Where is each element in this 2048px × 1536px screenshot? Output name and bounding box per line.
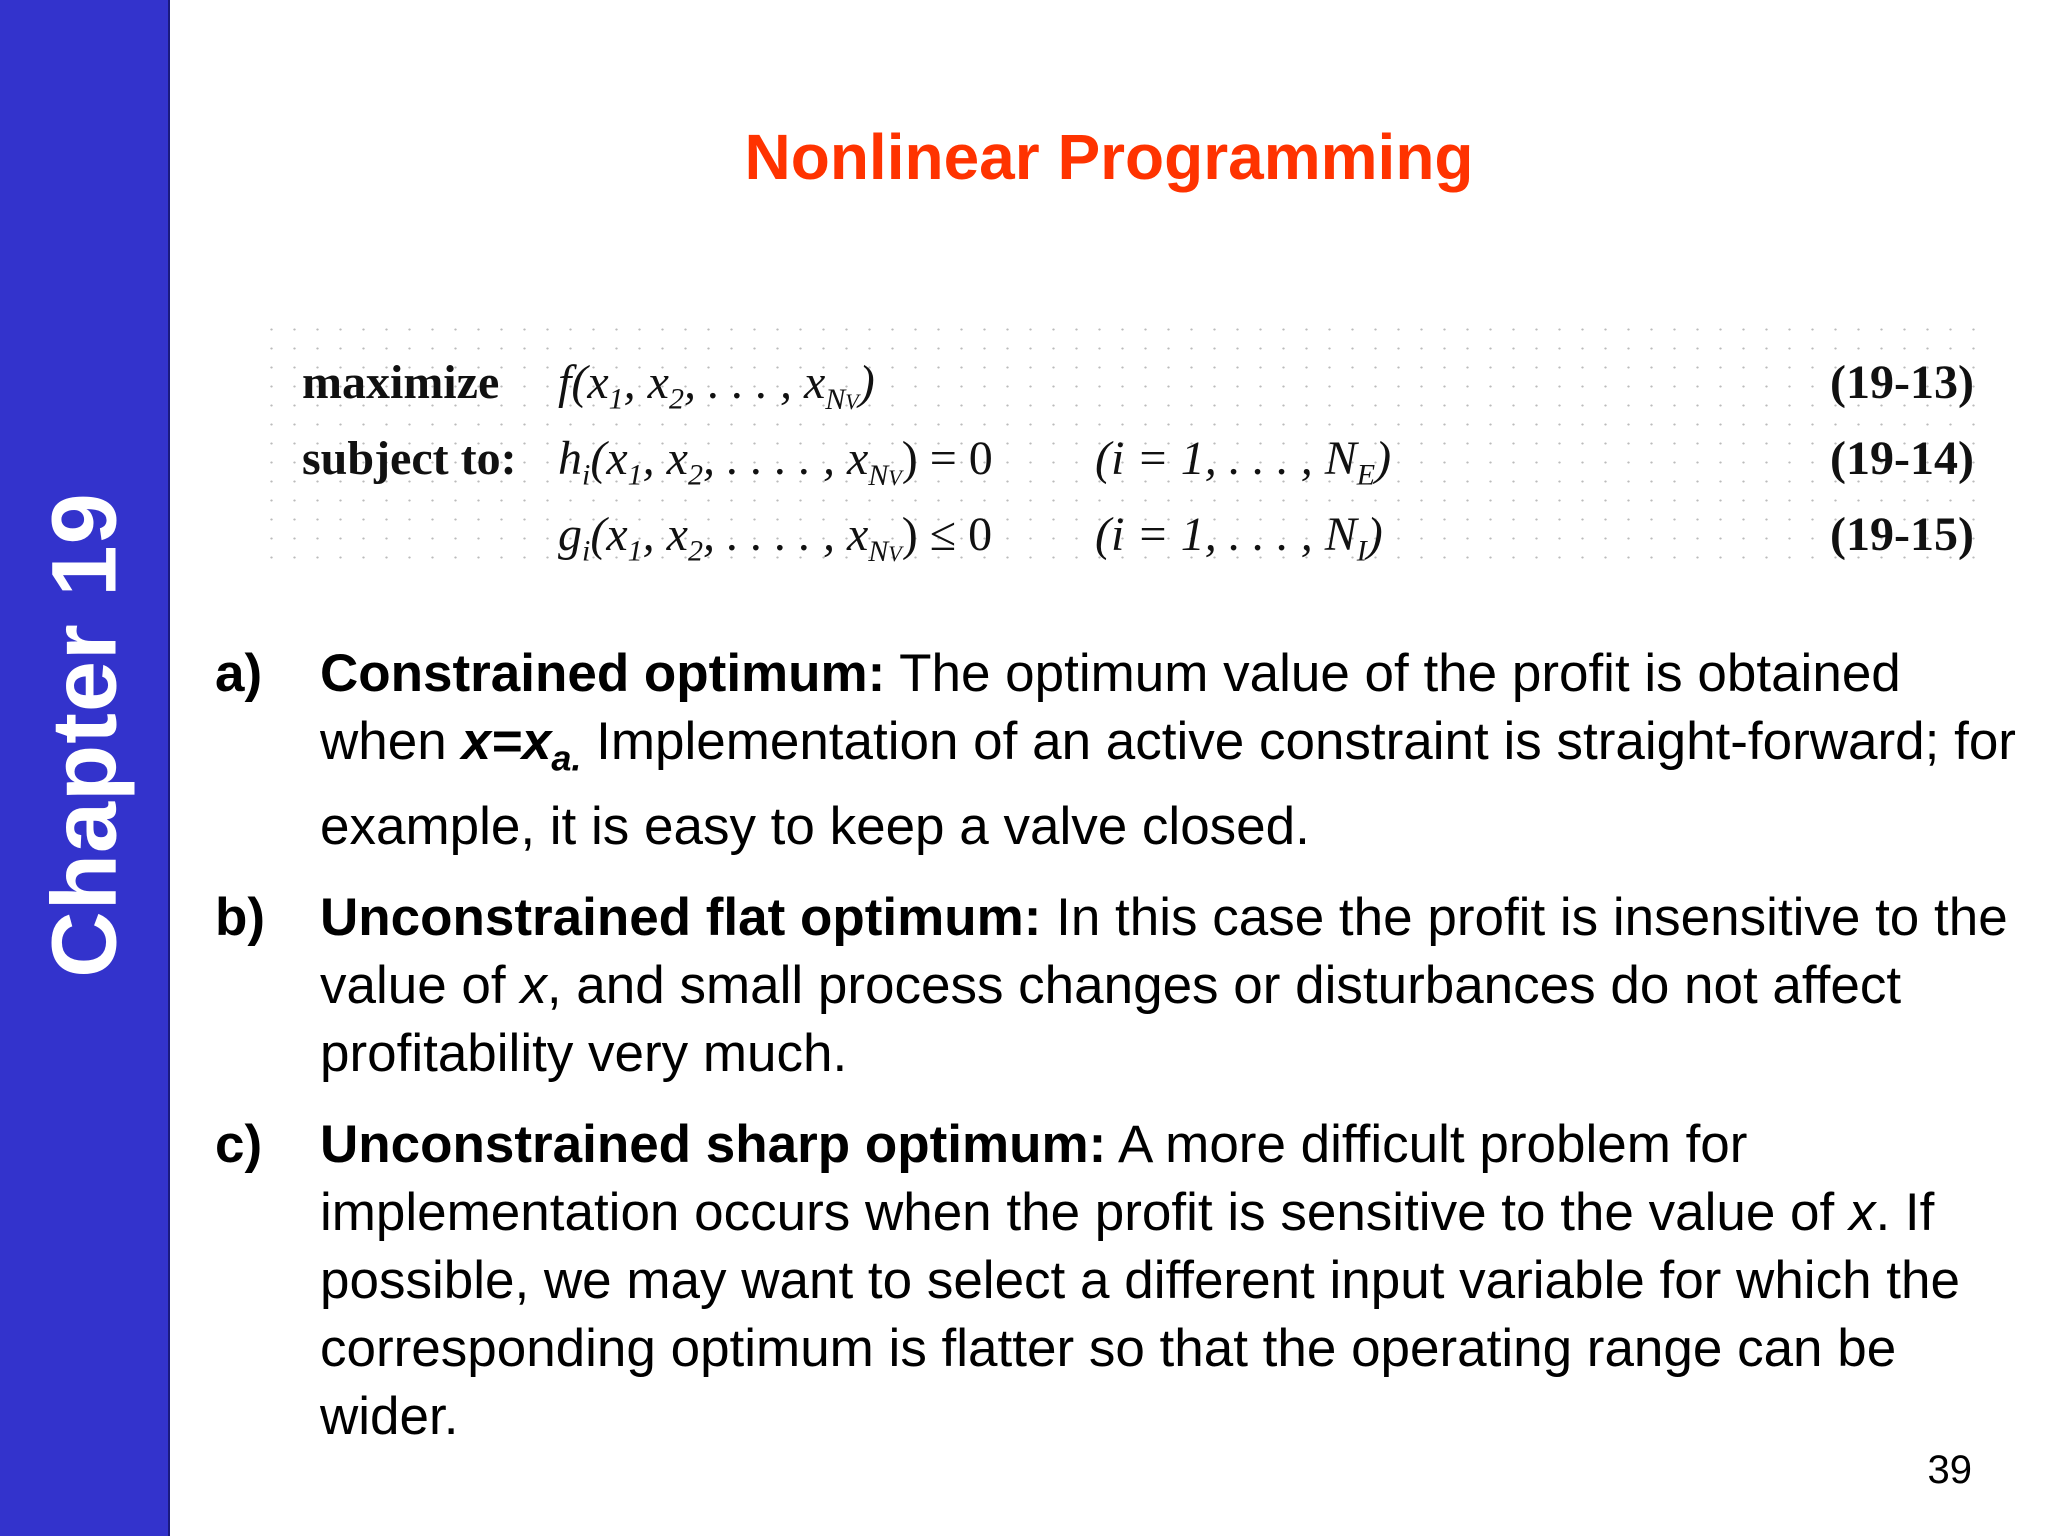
equation-expression: $g_i(x_1$, $x_2$, . . . . , $x_{NV}) \le 0$ [558, 508, 993, 568]
equations-block [260, 320, 1980, 570]
list-item [215, 1111, 2025, 1451]
chapter-label: Chapter 19 [33, 492, 136, 978]
variable: x [520, 955, 547, 1015]
equation-row-equality [260, 424, 1980, 494]
slide-title: Nonlinear Programming [744, 121, 1474, 193]
bullet-list [215, 640, 2025, 1474]
list-item-heading: Unconstrained flat optimum: [320, 887, 1042, 947]
list-marker: c) [215, 1114, 263, 1174]
list-item-text: A more difficult problem for implementation occurs when the profit is sensitive to the value of [320, 1114, 1849, 1242]
equation-number: (19-15) [1830, 508, 1974, 561]
equation-condition: (i = 1, . . . , $N_E$) [1095, 432, 1392, 492]
list-item-text: Implementation of an active constraint is straight-forward; for example, it is easy to keep a valve closed. [320, 712, 2016, 856]
list-item-text: The optimum value of the profit is obtained when [320, 644, 1901, 771]
equation-number: (19-13) [1830, 356, 1974, 409]
list-item-text: In this case the profit is insensitive to the value of [320, 887, 2008, 1015]
list-item-text: , and small process changes or disturbances do not affect profitability very much. [320, 955, 1902, 1083]
list-marker: a) [215, 644, 263, 703]
variable: x [1848, 1182, 1876, 1242]
page-number: 39 [1927, 1448, 1972, 1492]
equation-expression: $h_i(x_1$, $x_2$, . . . . , $x_{NV}) = 0$ [558, 432, 993, 492]
variable: $x=x_{a.}$ [461, 712, 582, 779]
list-item [215, 884, 2025, 1088]
equation-row-objective [260, 348, 1980, 418]
equation-number: (19-14) [1830, 432, 1974, 485]
equation-label: maximize [302, 356, 500, 409]
equation-label: subject to: [302, 432, 517, 485]
list-item-text: . If possible, we may want to select a different input variable for which the corresponding optimum is flatter so that the operating range can be wider. [320, 1182, 1960, 1446]
list-item-heading: Unconstrained sharp optimum: [320, 1114, 1107, 1174]
list-marker: b) [215, 887, 266, 947]
equation-row-inequality [260, 500, 1980, 570]
equation-condition: (i = 1, . . . , $N_I$) [1095, 508, 1383, 568]
list-item-heading: Constrained optimum: [320, 644, 886, 703]
chapter-sidebar [0, 0, 170, 1536]
equation-expression: $f(x_1$, $x_2$, . . . , $x_{NV}$) [558, 356, 875, 416]
list-item [215, 640, 2025, 861]
